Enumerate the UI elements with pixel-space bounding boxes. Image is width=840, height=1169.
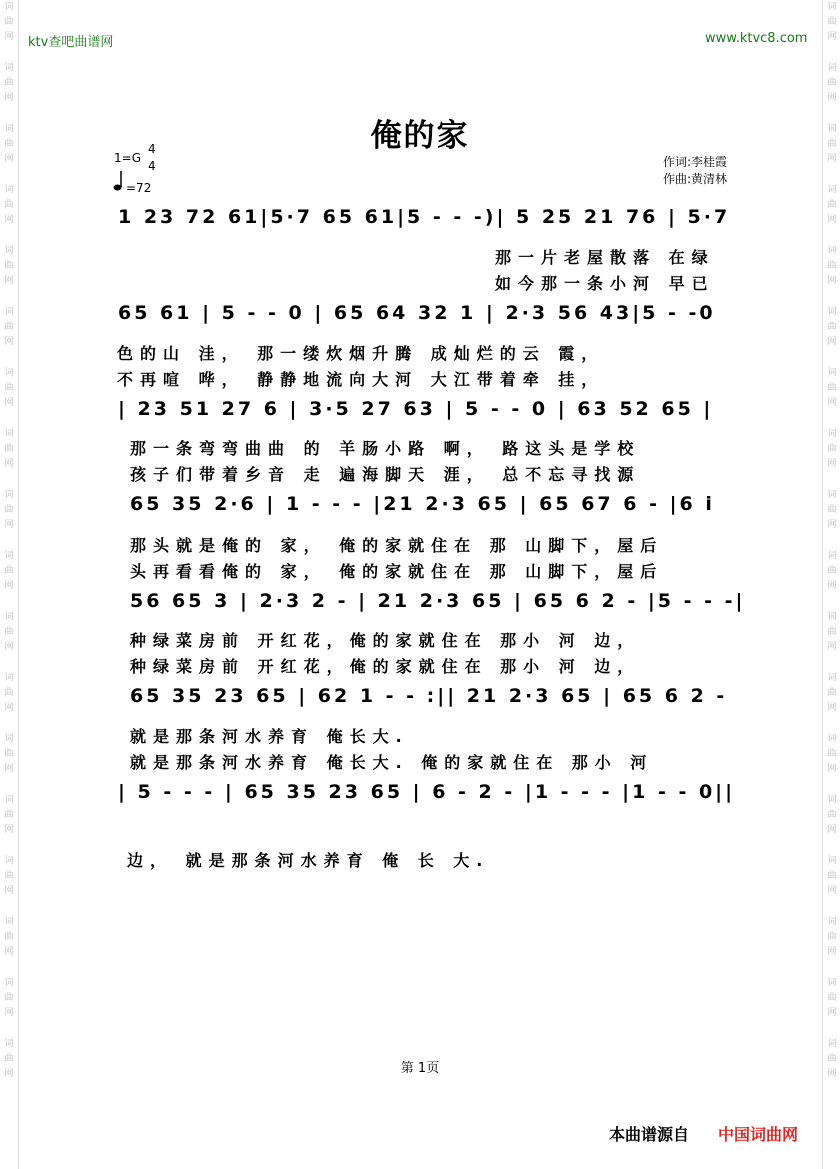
- key-signature: 1=G: [114, 151, 141, 165]
- source-label: 本曲谱源自: [609, 1125, 690, 1144]
- watermark-text: 词曲网: [827, 673, 837, 713]
- watermark-text: 词曲网: [4, 856, 14, 896]
- watermark-text: 词曲网: [827, 978, 837, 1018]
- watermark-text: 词曲网: [4, 429, 14, 469]
- time-signature: [148, 141, 156, 175]
- watermark-text: 词曲网: [4, 551, 14, 591]
- tempo-marking: =72: [126, 181, 152, 195]
- lyric-line: 不再喧 哗， 静静地流向大河 大江带着牵 挂，: [117, 370, 605, 389]
- notation-line: 1 23 72 61|5·7 65 61|5 - - -)| 5 25 21 76 | 5·7: [118, 206, 731, 228]
- song-title: 俺的家: [370, 118, 470, 154]
- watermark-text: 词曲网: [4, 734, 14, 774]
- lyric-line: 那头就是俺的 家， 俺的家就住在 那 山脚下，屋后: [130, 536, 664, 555]
- watermark-text: 词曲网: [827, 2, 837, 42]
- notation-line: 65 35 2·6 | 1 - - - |21 2·3 65 | 65 67 6 - |6 i: [130, 493, 715, 515]
- watermark-text: 词曲网: [827, 734, 837, 774]
- watermark-text: 词曲网: [827, 429, 837, 469]
- notation-line: 65 35 23 65 | 62 1 - - :|| 21 2·3 65 | 65 6 2 -: [130, 685, 728, 707]
- watermark-text: 词曲网: [827, 246, 837, 286]
- lyric-line: 那一片老屋散落 在绿: [495, 248, 715, 267]
- watermark-text: 词曲网: [4, 673, 14, 713]
- left-watermark-strip: [0, 0, 19, 1169]
- watermark-text: 词曲网: [4, 2, 14, 42]
- notation-line: 65 61 | 5 - - 0 | 65 64 32 1 | 2·3 56 43|5 - -0: [118, 302, 716, 324]
- lyric-line: 种绿菜房前 开红花，俺的家就住在 那小 河 边，: [130, 631, 641, 650]
- lyric-line: 就是那条河水养育 俺长大. 俺的家就住在 那小 河: [130, 753, 654, 772]
- watermark-text: 词曲网: [827, 185, 837, 225]
- watermark-text: 词曲网: [827, 368, 837, 408]
- watermark-text: 词曲网: [4, 368, 14, 408]
- watermark-text: 词曲网: [4, 612, 14, 652]
- watermark-text: 词曲网: [827, 917, 837, 957]
- watermark-text: 词曲网: [4, 246, 14, 286]
- watermark-text: 词曲网: [4, 795, 14, 835]
- right-watermark-strip: [822, 0, 840, 1169]
- lyric-line: 头再看看俺的 家， 俺的家就住在 那 山脚下，屋后: [130, 562, 664, 581]
- watermark-text: 词曲网: [4, 490, 14, 530]
- notation-line: 56 65 3 | 2·3 2 - | 21 2·3 65 | 65 6 2 - |5 - - -|: [130, 590, 746, 612]
- watermark-text: 词曲网: [827, 856, 837, 896]
- watermark-text: 词曲网: [4, 63, 14, 103]
- time-denominator: 4: [148, 159, 156, 173]
- time-numerator: 4: [148, 142, 156, 156]
- lyric-line: 如今那一条小河 早已: [495, 274, 715, 293]
- watermark-text: 词曲网: [827, 124, 837, 164]
- lyric-line: 就是那条河水养育 俺长大.: [130, 727, 409, 746]
- notation-line: | 23 51 27 6 | 3·5 27 63 | 5 - - 0 | 63 52 65 |: [118, 398, 714, 420]
- watermark-text: 词曲网: [827, 490, 837, 530]
- header-site-url: www.ktvc8.com: [705, 31, 808, 46]
- watermark-text: 词曲网: [4, 307, 14, 347]
- page-number: 第 1页: [400, 1061, 440, 1076]
- lyric-line: 边， 就是那条河水养育 俺 长 大.: [127, 851, 490, 870]
- watermark-text: 词曲网: [827, 1039, 837, 1079]
- watermark-text: 词曲网: [4, 185, 14, 225]
- lyric-line: 色的山 洼， 那一缕炊烟升腾 成灿烂的云 霞，: [117, 344, 605, 363]
- watermark-text: 词曲网: [827, 63, 837, 103]
- lyric-line: 种绿菜房前 开红花，俺的家就住在 那小 河 边，: [130, 657, 641, 676]
- notation-line: | 5 - - - | 65 35 23 65 | 6 - 2 - |1 - - - |1 - - 0||: [118, 781, 736, 803]
- lyric-line: 孩子们带着乡音 走 遍海脚天 涯， 总不忘寻找源: [130, 465, 641, 484]
- watermark-text: 词曲网: [4, 917, 14, 957]
- quarter-note-icon: [113, 170, 125, 192]
- watermark-text: 词曲网: [4, 124, 14, 164]
- watermark-text: 词曲网: [827, 795, 837, 835]
- watermark-text: 词曲网: [4, 1039, 14, 1079]
- lyric-line: 那一条弯弯曲曲 的 羊肠小路 啊， 路这头是学校: [130, 439, 641, 458]
- header-site-name: ktv查吧曲谱网: [28, 35, 114, 50]
- watermark-text: 词曲网: [827, 307, 837, 347]
- composer-credit: 作曲:黄清林: [663, 172, 728, 186]
- lyricist-credit: 作词:李桂霞: [663, 155, 728, 169]
- watermark-text: 词曲网: [827, 612, 837, 652]
- watermark-text: 词曲网: [827, 551, 837, 591]
- source-site: 中国词曲网: [718, 1125, 799, 1144]
- watermark-text: 词曲网: [4, 978, 14, 1018]
